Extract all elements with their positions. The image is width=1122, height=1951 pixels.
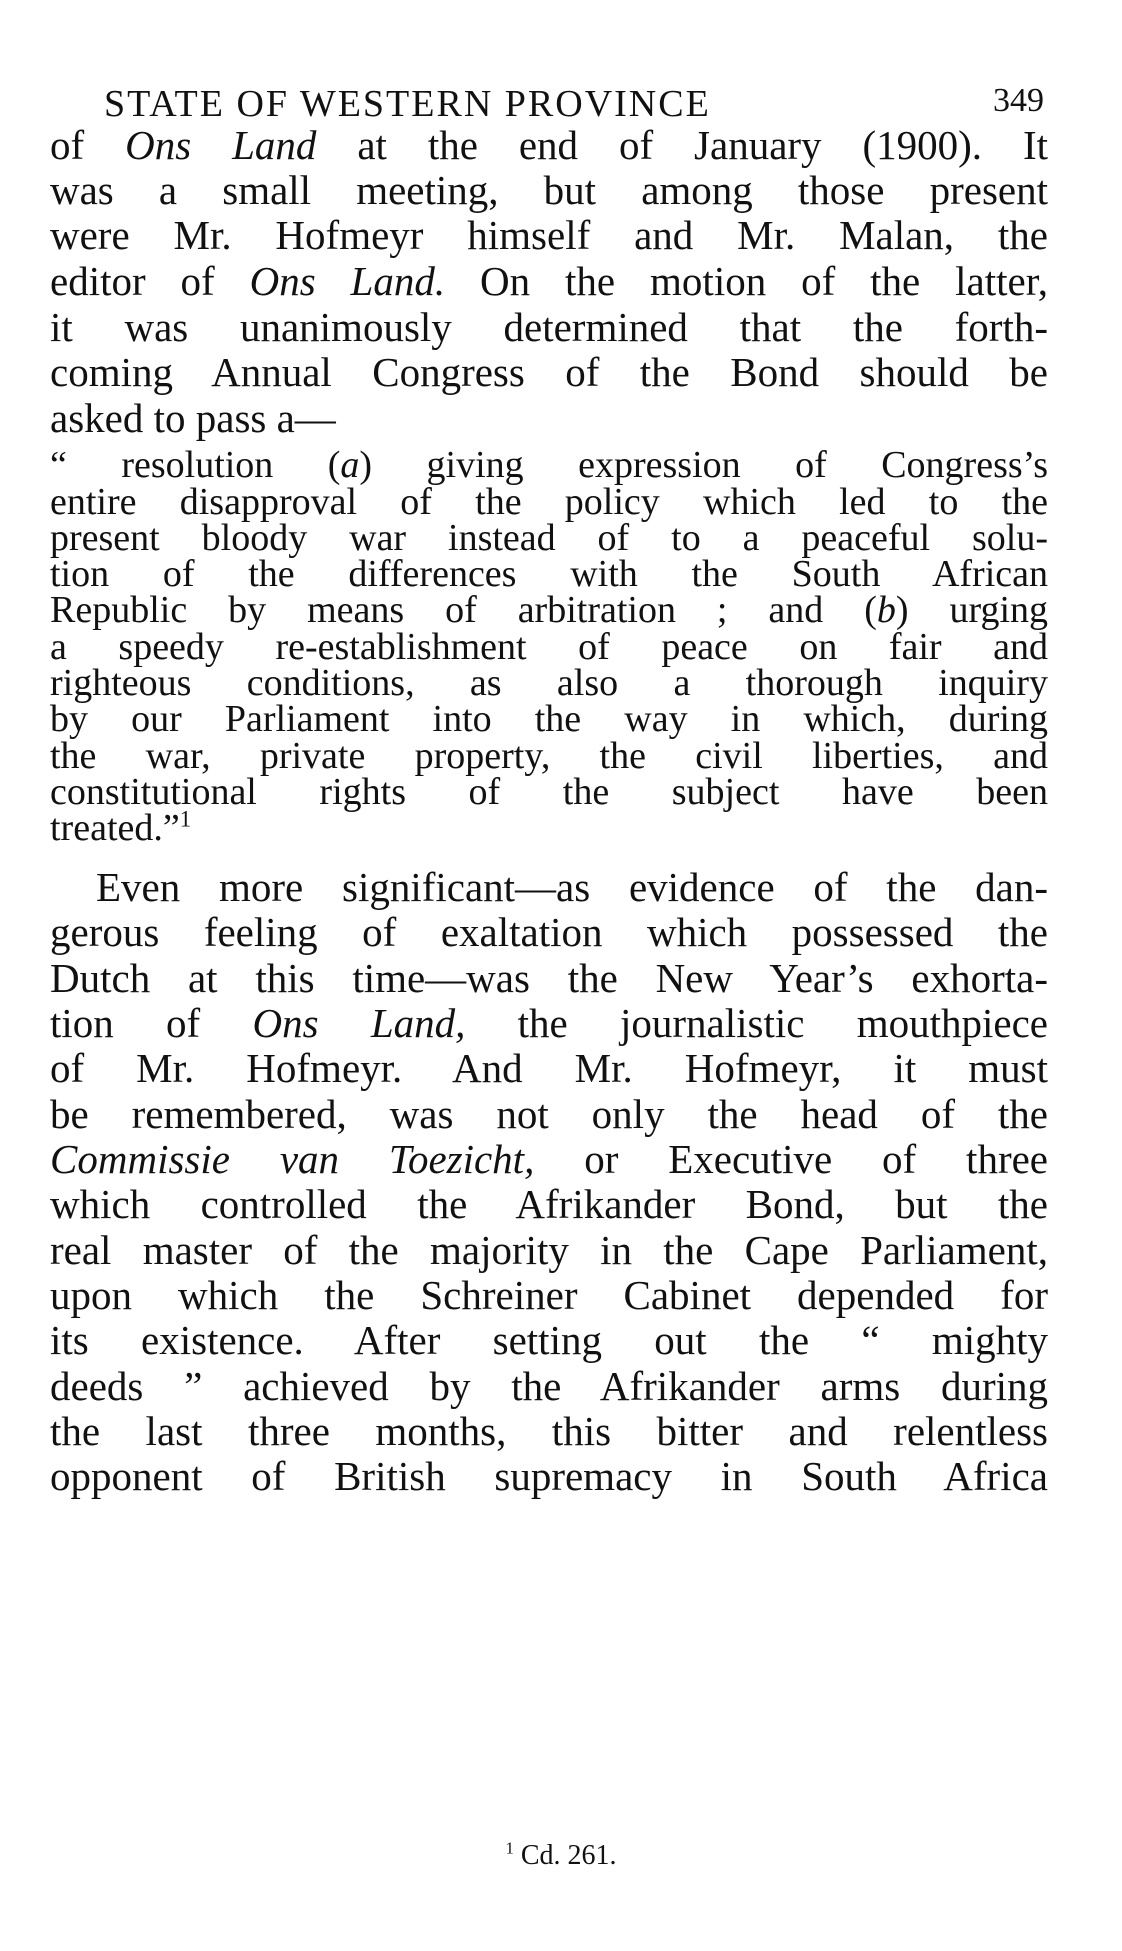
text-run: ) urging	[895, 589, 1048, 631]
text-run: tion of	[50, 1000, 253, 1046]
text-line	[50, 1451, 1048, 1501]
text-line	[50, 1315, 1048, 1365]
text-run: the last three months, this bitter and relentless	[50, 1408, 1048, 1454]
text-line	[50, 998, 1048, 1048]
text-line	[50, 1089, 1048, 1139]
text-line	[50, 1406, 1048, 1456]
text-run: at the end of January (1900). It	[316, 122, 1049, 168]
page-number: 349	[993, 82, 1044, 119]
text-line	[50, 120, 1048, 170]
italic-run: Commissie van Toezicht,	[50, 1136, 535, 1182]
text-run: ) giving expression of Congress’s	[359, 444, 1048, 486]
text-run: present bloody war instead of to a peaceful solu-	[50, 517, 1048, 559]
text-run: of	[50, 122, 126, 168]
text-run: “ resolution (	[50, 444, 341, 486]
text-run: real master of the majority in the Cape Parliament,	[50, 1227, 1048, 1273]
text-run: treated.”	[50, 807, 180, 849]
footnote	[0, 1840, 1122, 1872]
text-line	[50, 1043, 1048, 1093]
text-run: were Mr. Hofmeyr himself and Mr. Malan, the	[50, 212, 1048, 258]
text-run: it was unanimously determined that the forth-	[50, 304, 1048, 350]
text-run: Even more significant—as evidence of the dan-	[96, 864, 1048, 910]
text-run: the journalistic mouthpiece	[465, 1000, 1048, 1046]
text-line	[50, 165, 1048, 215]
text-run: a speedy re-establishment of peace on fair and	[50, 626, 1048, 668]
text-run: Dutch at this time—was the New Year’s exhorta-	[50, 955, 1048, 1001]
text-run: which controlled the Afrikander Bond, but the	[50, 1181, 1048, 1227]
text-line	[50, 1134, 1048, 1184]
text-run: coming Annual Congress of the Bond should be	[50, 349, 1048, 395]
running-title: STATE OF WESTERN PROVINCE	[104, 83, 711, 125]
italic-run: a	[340, 444, 360, 486]
text-run: was a small meeting, but among those present	[50, 167, 1048, 213]
text-line	[50, 907, 1048, 957]
text-line	[50, 210, 1048, 260]
text-run: righteous conditions, as also a thorough inquiry	[50, 662, 1048, 704]
text-line	[96, 862, 1048, 912]
footnote-reference: 1	[179, 806, 192, 832]
text-run: Republic by means of arbitration ; and (	[50, 589, 877, 631]
text-run: tion of the differences with the South African	[50, 553, 1048, 595]
text-run: the war, private property, the civil liberties, and	[50, 735, 1048, 777]
text-line	[50, 256, 1048, 306]
text-line	[50, 953, 1048, 1003]
text-run: or Executive of three	[534, 1136, 1048, 1182]
text-line	[50, 1270, 1048, 1320]
footnote-marker: 1	[505, 1838, 514, 1858]
text-run: by our Parliament into the way in which, during	[50, 698, 1048, 740]
italic-run: b	[876, 589, 896, 631]
text-run: On the motion of the latter,	[445, 258, 1048, 304]
text-line	[50, 393, 1048, 443]
text-line	[50, 806, 1048, 850]
text-run: entire disapproval of the policy which led to the	[50, 481, 1048, 523]
text-run: its existence. After setting out the “ mighty	[50, 1317, 1048, 1363]
text-run: upon which the Schreiner Cabinet depended for	[50, 1272, 1048, 1318]
italic-run: Ons Land	[125, 122, 317, 168]
italic-run: Ons Land,	[252, 1000, 466, 1046]
text-run: of Mr. Hofmeyr. And Mr. Hofmeyr, it must	[50, 1045, 1048, 1091]
footnote-text: Cd. 261.	[520, 1840, 617, 1871]
text-run: be remembered, was not only the head of the	[50, 1091, 1048, 1137]
text-run: asked to pass a—	[50, 395, 336, 441]
text-line	[50, 1225, 1048, 1275]
text-line	[50, 1361, 1048, 1411]
text-run: opponent of British supremacy in South Africa	[50, 1453, 1048, 1499]
text-line	[50, 1179, 1048, 1229]
text-line	[50, 347, 1048, 397]
text-line	[50, 302, 1048, 352]
text-run: deeds ” achieved by the Afrikander arms during	[50, 1363, 1048, 1409]
text-run: gerous feeling of exaltation which possessed the	[50, 909, 1048, 955]
text-run: editor of	[50, 258, 250, 304]
italic-run: Ons Land.	[249, 258, 446, 304]
text-run: constitutional rights of the subject have been	[50, 771, 1048, 813]
